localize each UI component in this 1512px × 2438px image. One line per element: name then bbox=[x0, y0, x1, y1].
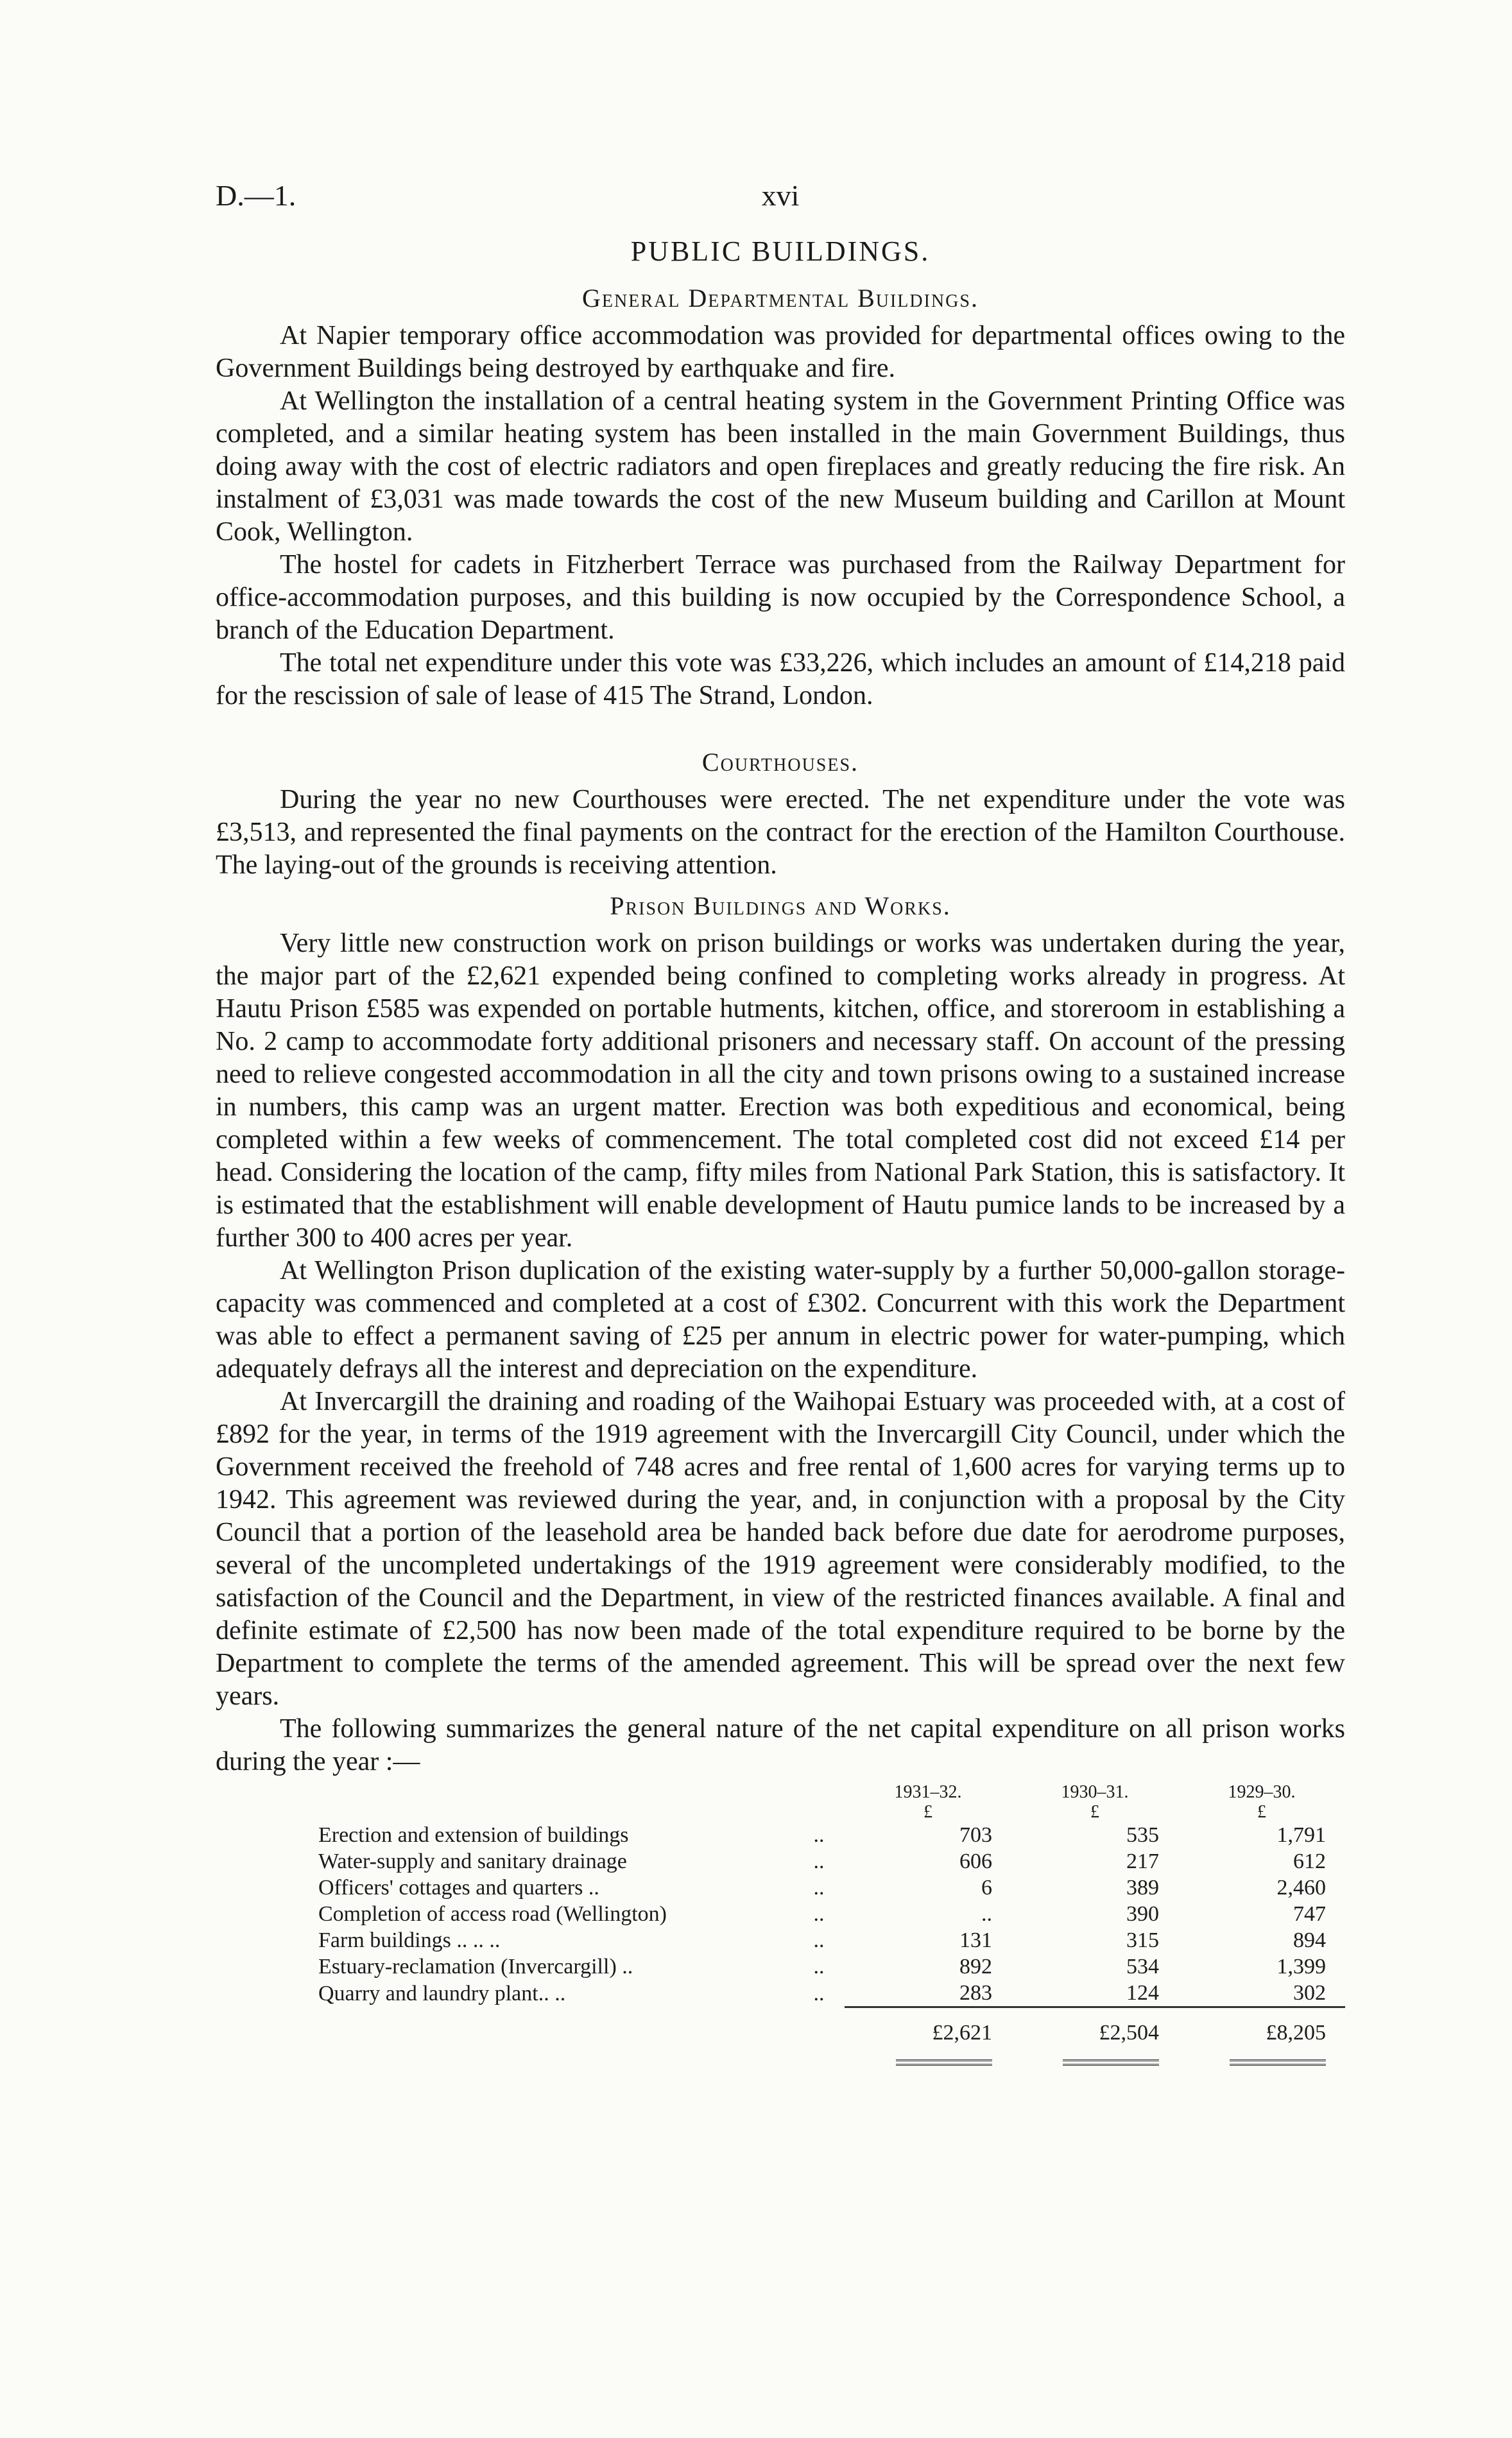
column-header: 1931–32. bbox=[894, 1782, 962, 1802]
cell-value: 302 bbox=[1293, 1981, 1326, 2005]
paragraph: Very little new construction work on prison buildings or works was undertaken during the year, the major part of the £2,621 expended being confined to completing works already in progress. At Hautu Prison £585 was expended on portable hutments, kitchen, office, and storeroom in establishing a No. 2 camp to accommodate forty additional prisoners and necessary staff. On account of the pressing need to relieve congested accommodation in all the city and town prisons owing to a sustained increase in numbers, this camp was an urgent matter. Erection was both expeditious and economical, being completed within a few weeks of commencement. The total completed cost did not exceed £14 per head. Considering the location of the camp, fifty miles from National Park Station, this is satisfactory. It is estimated that the establishment will enable development of Hautu pumice lands to be increased by a further 300 to 400 acres per year. bbox=[216, 929, 1345, 1253]
page-number: xvi bbox=[761, 179, 800, 212]
paragraph: The total net expenditure under this vote was £33,226, which includes an amount of £14,218 paid for the rescission of sale of lease of 415 The Strand, London. bbox=[216, 648, 1345, 710]
document-reference: D.—1. bbox=[216, 179, 296, 212]
cell-value: 389 bbox=[1126, 1876, 1159, 1900]
row-leader: .. bbox=[813, 1955, 825, 1979]
cell-value: 315 bbox=[1126, 1928, 1159, 1952]
total-value: £2,621 bbox=[845, 2007, 1011, 2047]
cell-value: 894 bbox=[1293, 1928, 1326, 1952]
cell-value: 217 bbox=[1126, 1850, 1159, 1873]
paragraph: At Invercargill the draining and roading of the Waihopai Estuary was proceeded with, at a cost of £892 for the year, in terms of the 1919 agreement with the Invercargill City Council, under which the Government received the freehold of 748 acres and free rental of 1,600 acres for varying terms up to 1942. This agreement was reviewed during the year, and, in conjunction with a proposal by the City Council that a portion of the leasehold area be handed back before due date for aerodrome purposes, several of the uncompleted undertakings of the 1919 agreement were considerably modified, to the satisfaction of the Council and the Department, in view of the restricted finances available. A final and definite estimate of £2,500 has now been made of the total expenditure required to be borne by the Department to complete the terms of the amended agreement. This will be spread over the next few years. bbox=[216, 1387, 1345, 1711]
page-content bbox=[216, 235, 1345, 2072]
paragraph: At Wellington the installation of a central heating system in the Government Printing Office was completed, and a similar heating system has been installed in the main Government Buildings, thus doing away with the cost of electric radiators and open fireplaces and greatly reducing the fire risk. An instalment of £3,031 was made towards the cost of the new Museum building and Carillon at Mount Cook, Wellington. bbox=[216, 386, 1345, 547]
paragraph: The hostel for cadets in Fitzherbert Terrace was purchased from the Railway Department for office-accommodation purposes, and this building is now occupied by the Correspondence School, a branch of the Education Department. bbox=[216, 550, 1345, 645]
page-title: PUBLIC BUILDINGS. bbox=[630, 236, 931, 267]
double-rule bbox=[1230, 2059, 1326, 2066]
paragraph: At Napier temporary office accommodation was provided for departmental offices owing to the Government Buildings being destroyed by earthquake and fire. bbox=[216, 321, 1345, 383]
row-leader: .. bbox=[813, 1981, 825, 2005]
expenditure-table bbox=[318, 1782, 1345, 2072]
unit-label: £ bbox=[924, 1802, 932, 1822]
cell-value: 612 bbox=[1293, 1850, 1326, 1873]
paragraph: During the year no new Courthouses were erected. The net expenditure under the vote was £3,513, and represented the final payments on the contract for the erection of the Hamilton Courthouse. The laying-out of the grounds is receiving attention. bbox=[216, 785, 1345, 880]
table-row bbox=[318, 1901, 1345, 1927]
section-heading: Courthouses. bbox=[701, 748, 859, 777]
row-leader: .. bbox=[813, 1876, 825, 1900]
page-header bbox=[216, 178, 1345, 230]
column-header: 1930–31. bbox=[1061, 1782, 1129, 1802]
row-leader: .. bbox=[813, 1823, 825, 1847]
table-row bbox=[318, 1927, 1345, 1953]
row-label: Quarry and laundry plant.. .. bbox=[318, 1981, 566, 2005]
row-label: Erection and extension of buildings bbox=[318, 1823, 629, 1847]
row-label: Officers' cottages and quarters .. bbox=[318, 1876, 599, 1900]
total-value: £8,205 bbox=[1178, 2007, 1345, 2047]
total-value: £2,504 bbox=[1011, 2007, 1178, 2047]
cell-value: 606 bbox=[959, 1850, 992, 1873]
cell-value: .. bbox=[981, 1902, 992, 1926]
section-heading: Prison Buildings and Works. bbox=[610, 891, 951, 920]
row-label: Water-supply and sanitary drainage bbox=[318, 1850, 627, 1873]
row-label: Completion of access road (Wellington) bbox=[318, 1902, 667, 1926]
table-header-row bbox=[318, 1782, 1345, 1803]
cell-value: 892 bbox=[959, 1955, 992, 1979]
row-leader: .. bbox=[813, 1902, 825, 1926]
expenditure-table-wrapper bbox=[216, 1782, 1345, 2072]
table-row bbox=[318, 1980, 1345, 2007]
cell-value: 1,399 bbox=[1276, 1955, 1326, 1979]
row-leader: .. bbox=[813, 1928, 825, 1952]
cell-value: 283 bbox=[959, 1981, 992, 2005]
table-total-row bbox=[318, 2007, 1345, 2047]
cell-value: 124 bbox=[1126, 1981, 1159, 2005]
cell-value: 131 bbox=[959, 1928, 992, 1952]
double-rule bbox=[896, 2059, 992, 2066]
table-row bbox=[318, 1822, 1345, 1848]
table-unit-row bbox=[318, 1803, 1345, 1822]
row-leader: .. bbox=[813, 1850, 825, 1873]
column-header: 1929–30. bbox=[1228, 1782, 1296, 1802]
paragraph: The following summarizes the general nature of the net capital expenditure on all prison works during the year :— bbox=[216, 1714, 1345, 1776]
double-rule bbox=[1063, 2059, 1159, 2066]
row-label: Farm buildings .. .. .. bbox=[318, 1928, 501, 1952]
table-row bbox=[318, 1953, 1345, 1980]
cell-value: 747 bbox=[1293, 1902, 1326, 1926]
cell-value: 2,460 bbox=[1276, 1876, 1326, 1900]
section-heading: General Departmental Buildings. bbox=[582, 284, 979, 313]
cell-value: 703 bbox=[959, 1823, 992, 1847]
cell-value: 534 bbox=[1126, 1955, 1159, 1979]
table-row bbox=[318, 1875, 1345, 1901]
unit-label: £ bbox=[1090, 1802, 1099, 1822]
cell-value: 6 bbox=[981, 1876, 992, 1900]
paragraph: At Wellington Prison duplication of the existing water-supply by a further 50,000-gallon storage-capacity was commenced and completed at a cost of £302. Concurrent with this work the Department was able to effect a permanent saving of £25 per annum in electric power for water-pumping, which adequately defrays all the interest and depreciation on the expenditure. bbox=[216, 1256, 1345, 1384]
table-row bbox=[318, 1848, 1345, 1875]
row-label: Estuary-reclamation (Invercargill) .. bbox=[318, 1955, 633, 1979]
cell-value: 535 bbox=[1126, 1823, 1159, 1847]
unit-label: £ bbox=[1257, 1802, 1266, 1822]
cell-value: 390 bbox=[1126, 1902, 1159, 1926]
cell-value: 1,791 bbox=[1276, 1823, 1326, 1847]
total-double-rule-row bbox=[318, 2046, 1345, 2072]
